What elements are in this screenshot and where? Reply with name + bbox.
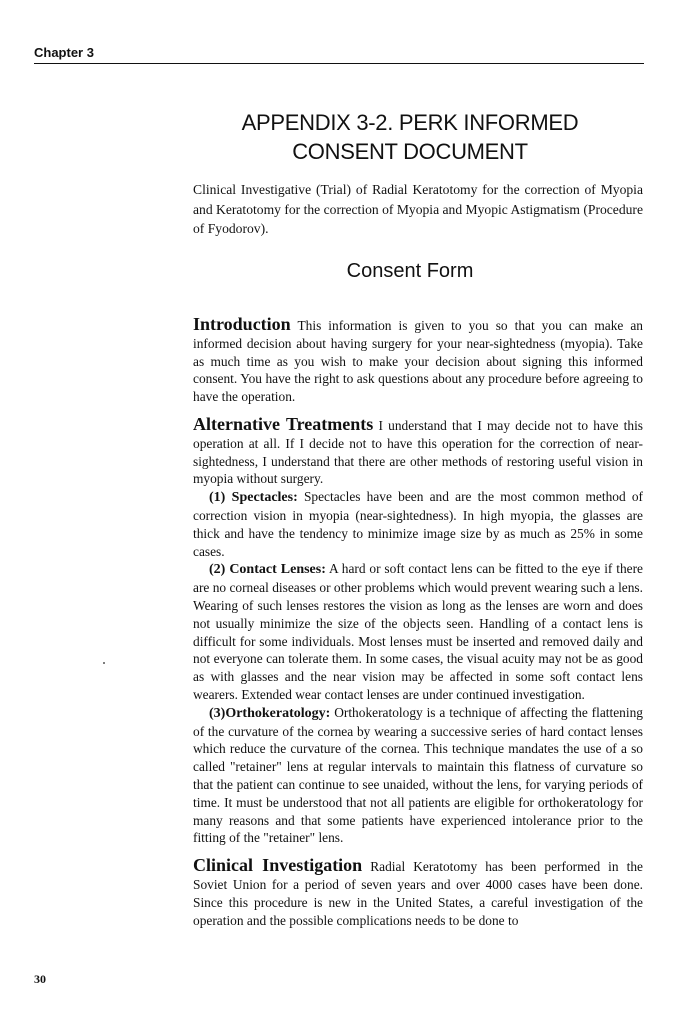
page-title: APPENDIX 3-2. PERK INFORMED CONSENT DOCUMENT bbox=[241, 110, 579, 164]
consent-form-heading: Consent Form bbox=[346, 260, 474, 282]
page-number: 30 bbox=[34, 972, 46, 986]
chapter-label: Chapter 3 bbox=[34, 45, 94, 60]
clinical-investigation-text: Radial Keratotomy has been performed in the Soviet Union for a period of seven years and over 4000 cases have been done. Since this procedure is new in the United States, a careful investigation of the operation and the possible complications needs to be done to bbox=[193, 859, 643, 928]
orthokeratology-heading: (3)Orthokeratology: bbox=[209, 705, 331, 721]
scan-speck bbox=[103, 662, 105, 664]
alternatives-heading: Alternative Treatments bbox=[193, 413, 374, 434]
document-body bbox=[193, 316, 643, 939]
introduction-section bbox=[193, 316, 643, 406]
introduction-text: This information is given to you so that you can make an informed decision about having surgery for your near-sightedness (myopia). Take as much time as you wish to make your decision about signing this informed consent. You have the right to ask questions about any procedure before agreeing to have the operation. bbox=[193, 318, 643, 405]
alternatives-section bbox=[193, 413, 644, 847]
orthokeratology-text: Orthokeratology is a technique of affecting the flattening of the curvature of the cornea by wearing a successive series of hard contact lenses which reduce the curvature of the cornea. This technique mandates the use of a so called "retainer" lens at regular intervals to maintain this flatness of curvature so that the patient can continue to see unaided, without the lens, for varying periods of time. It must be understood that not all patients are eligible for orthokeratology for many reasons and that some patients have experienced intolerance prior to the fitting of the "retainer" lens. bbox=[193, 704, 643, 846]
header-rule bbox=[34, 63, 644, 64]
spectacles-text: Spectacles have been and are the most common method of correction vision in myopia (near-sightedness). In high myopia, the glasses are thick and have the tendency to minimize image size by as much as 25% in some cases. bbox=[193, 489, 643, 559]
spectacles-heading: (1) Spectacles: bbox=[209, 490, 298, 506]
contact-lenses-text: A hard or soft contact lens can be fitted to the eye if there are no corneal diseases or other problems which would prevent wearing such a lens. Wearing of such lenses restores the vision as long as the lenses are worn and does not usually minimize the size of the objects seen. Handling of a contact lens is difficult for some individuals. Most lenses must be inserted and removed daily and not everyone can tolerate them. In some cases, the visual acuity may not be as good as with glasses and the near vision may be affected in some soft contact lens wearers. Extended wear contact lenses are under continued investigation. bbox=[193, 561, 643, 702]
document-subtitle: Clinical Investigative (Trial) of Radial Keratotomy for the correction of Myopia and Keratotomy for the correction of Myopia and Myopic Astigmatism (Procedure of Fyodorov). bbox=[193, 182, 643, 236]
alternatives-text: I understand that I may decide not to have this operation at all. If I decide not to have this operation for the correction of near-sightedness, I understand that there are other methods of restoring useful vision in myopia without surgery. bbox=[193, 417, 644, 487]
clinical-investigation-section bbox=[193, 857, 643, 929]
introduction-heading: Introduction bbox=[193, 314, 291, 334]
contact-lenses-heading: (2) Contact Lenses: bbox=[209, 562, 326, 578]
clinical-investigation-heading: Clinical Investigation bbox=[193, 855, 363, 876]
